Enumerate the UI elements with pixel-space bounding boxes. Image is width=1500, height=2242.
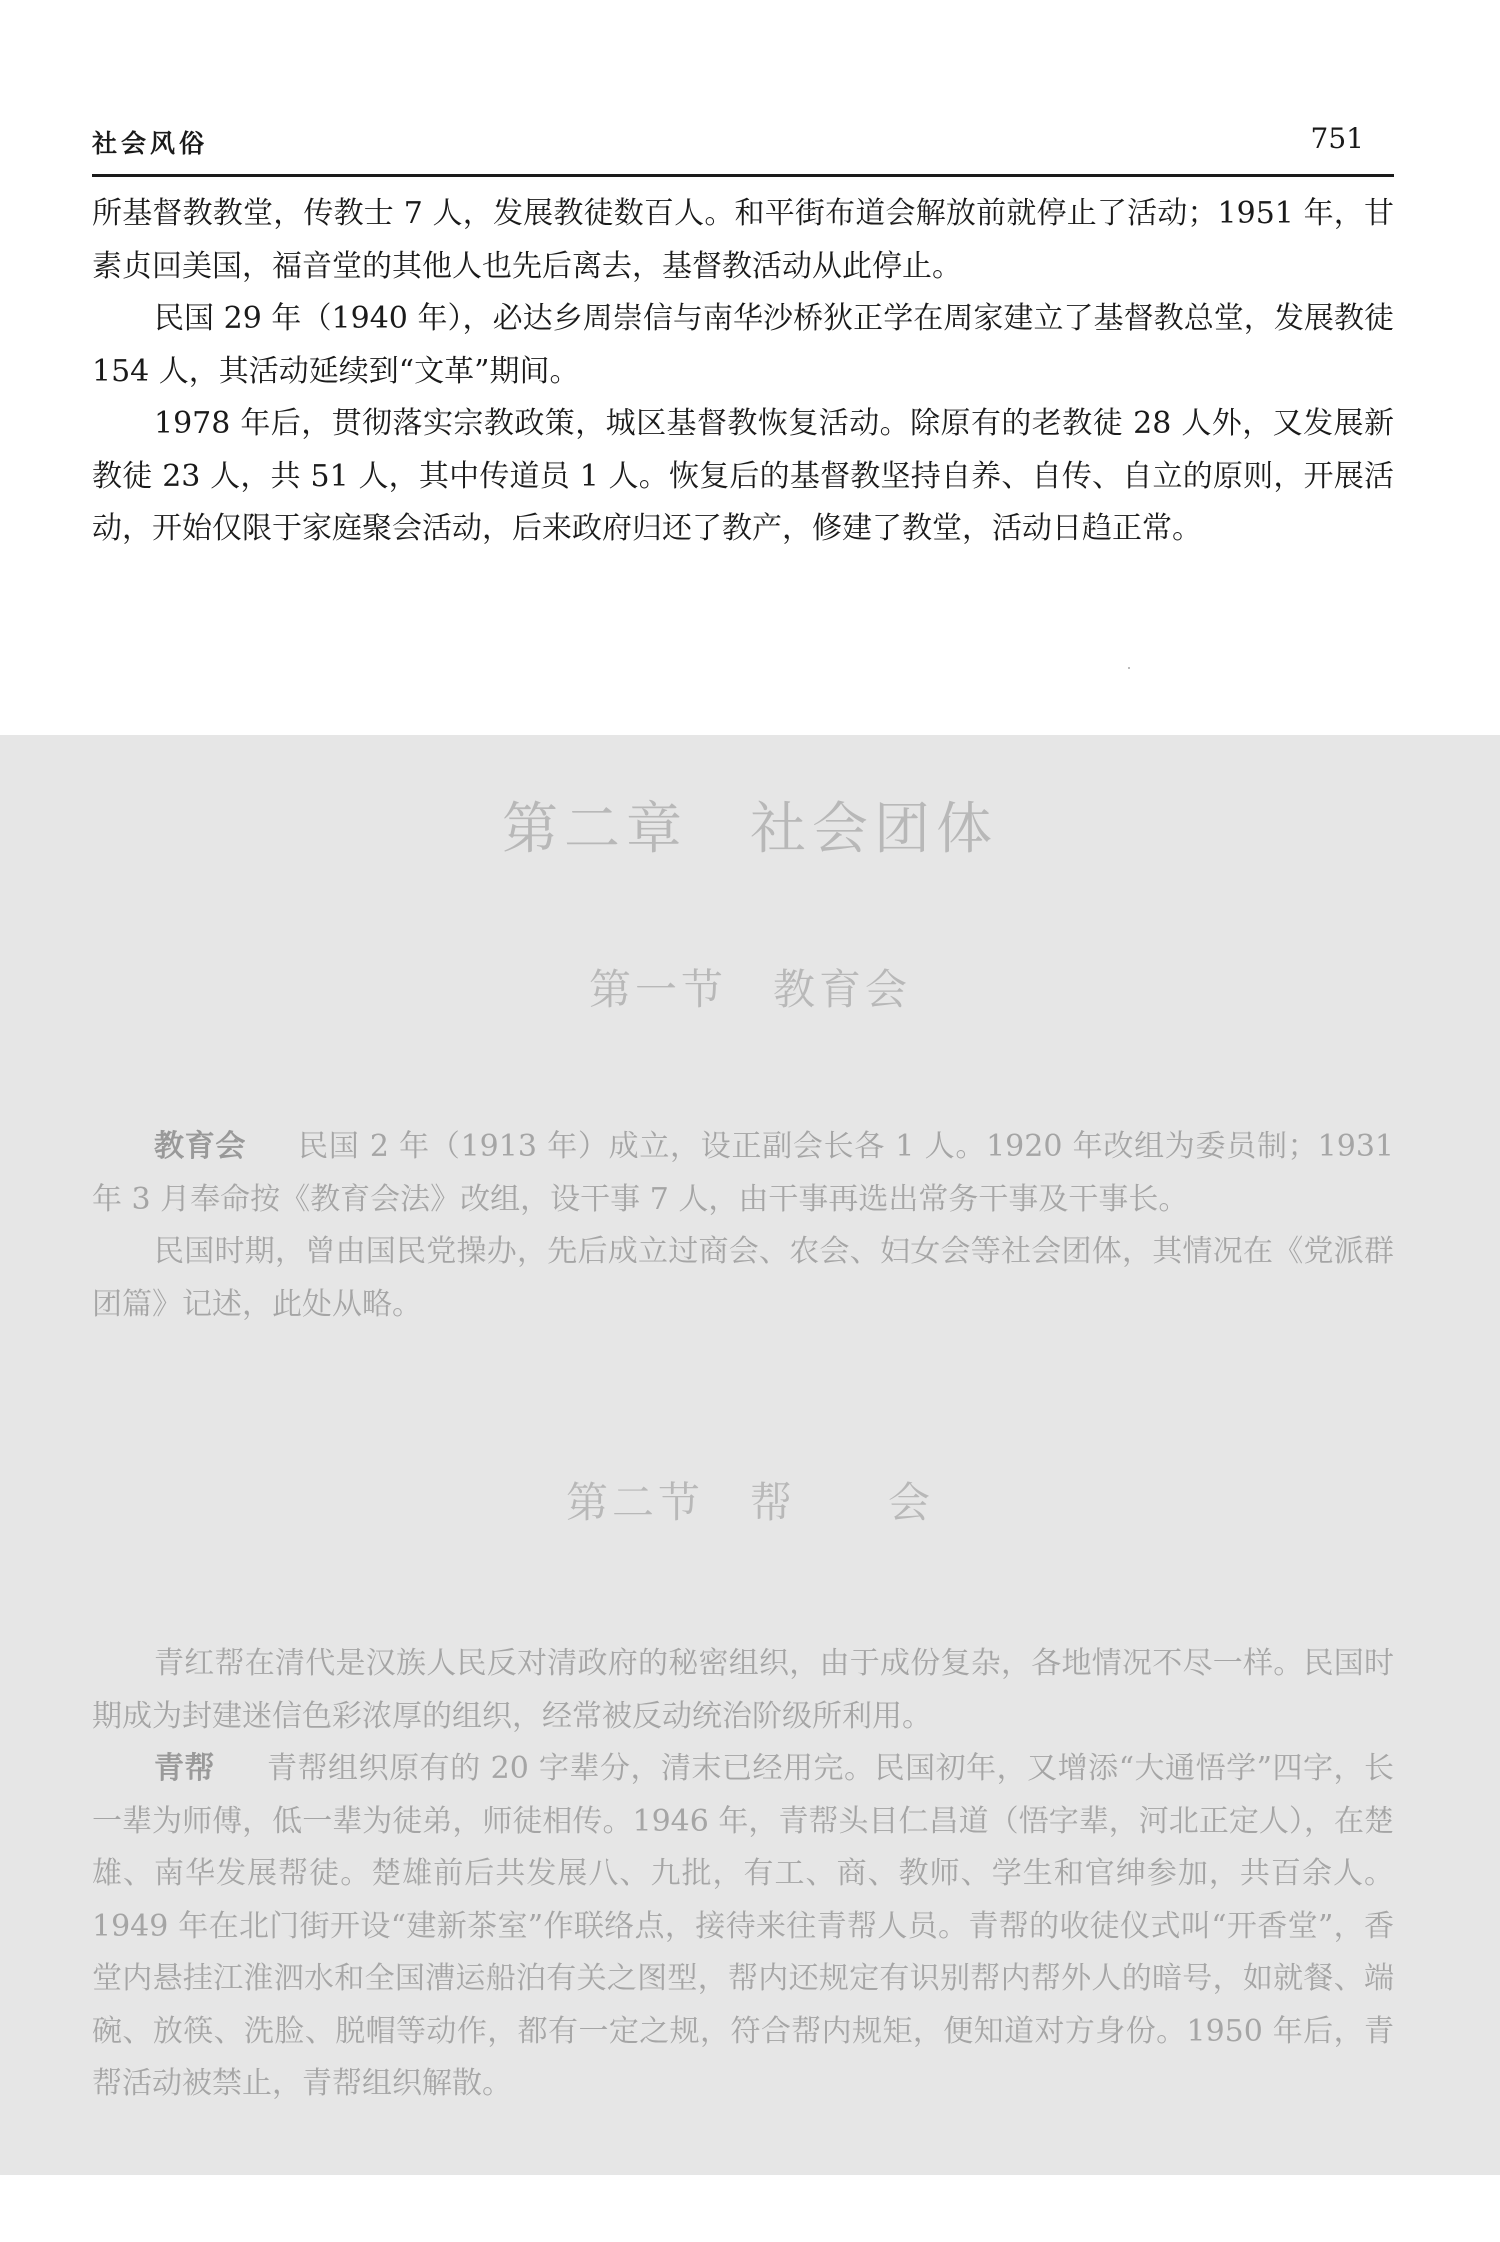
page-header (92, 118, 1394, 177)
paragraph-with-term (92, 1121, 1394, 1226)
page-number: 751 (1310, 122, 1364, 155)
paragraph: 1978 年后，贯彻落实宗教政策，城区基督教恢复活动。除原有的老教徒 28 人外，又发展新教徒 23 人，共 51 人，其中传道员 1 人。恢复后的基督教坚持自养、自传、自立的原则，开展活动，开始仅限于家庭聚会活动，后来政府归还了教产，修建了教堂，活动日趋正常。 (92, 406, 1394, 546)
scan-speck (1128, 667, 1130, 669)
paragraph: 民国 29 年（1940 年），必达乡周崇信与南华沙桥狄正学在周家建立了基督教总堂，发展教徒 154 人，其活动延续到“文革”期间。 (92, 301, 1394, 389)
running-head: 社会风俗 (92, 129, 209, 158)
section-title-gangs: 第二节 帮 会 (565, 1478, 934, 1527)
greyed-section-region (0, 735, 1500, 2175)
entry-text: 青帮组织原有的 20 字辈分，清末已经用完。民国初年，又增添“大通悟学”四字，长一辈为师傅，低一辈为徒弟，师徒相传。1946 年，青帮头目仁昌道（悟字辈，河北正定人），在楚雄、南华发展帮徒。楚雄前后共发展八、九批，有工、商、教师、学生和官绅参加，共百余人。1949 年在北门街开设“建新茶室”作联络点，接待来往青帮人员。青帮的收徒仪式叫“开香堂”，香堂内悬挂江淮泗水和全国漕运船泊有关之图型，帮内还规定有识别帮内帮外人的暗号，如就餐、端碗、放筷、洗脸、脱帽等动作，都有一定之规，符合帮内规矩，便知道对方身份。1950 年后，青帮活动被禁止，青帮组织解散。 (92, 1751, 1394, 2101)
paragraph: 民国时期，曾由国民党操办，先后成立过商会、农会、妇女会等社会团体，其情况在《党派群团篇》记述，此处从略。 (92, 1234, 1394, 1322)
top-body-text (92, 188, 1394, 556)
entry-term: 教育会 (154, 1129, 247, 1164)
paragraph: 青红帮在清代是汉族人民反对清政府的秘密组织，由于成份复杂，各地情况不尽一样。民国时期成为封建迷信色彩浓厚的组织，经常被反动统治阶级所利用。 (92, 1646, 1394, 1734)
entry-text: 民国 2 年（1913 年）成立，设正副会长各 1 人。1920 年改组为委员制；1931 年 3 月奉命按《教育会法》改组，设干事 7 人，由干事再选出常务干事及干事长。 (92, 1129, 1395, 1217)
paragraph-with-term (92, 1743, 1394, 2111)
entry-term: 青帮 (154, 1751, 216, 1786)
paragraph-continuation: 所基督教教堂，传教士 7 人，发展教徒数百人。和平街布道会解放前就停止了活动；1951 年，甘素贞回美国，福音堂的其他人也先后离去，基督教活动从此停止。 (92, 196, 1394, 284)
section2-body (92, 1638, 1394, 2111)
section-title-education-association: 第一节 教育会 (588, 965, 911, 1014)
chapter-title: 第二章 社会团体 (502, 797, 998, 862)
section1-body (92, 1121, 1394, 1331)
